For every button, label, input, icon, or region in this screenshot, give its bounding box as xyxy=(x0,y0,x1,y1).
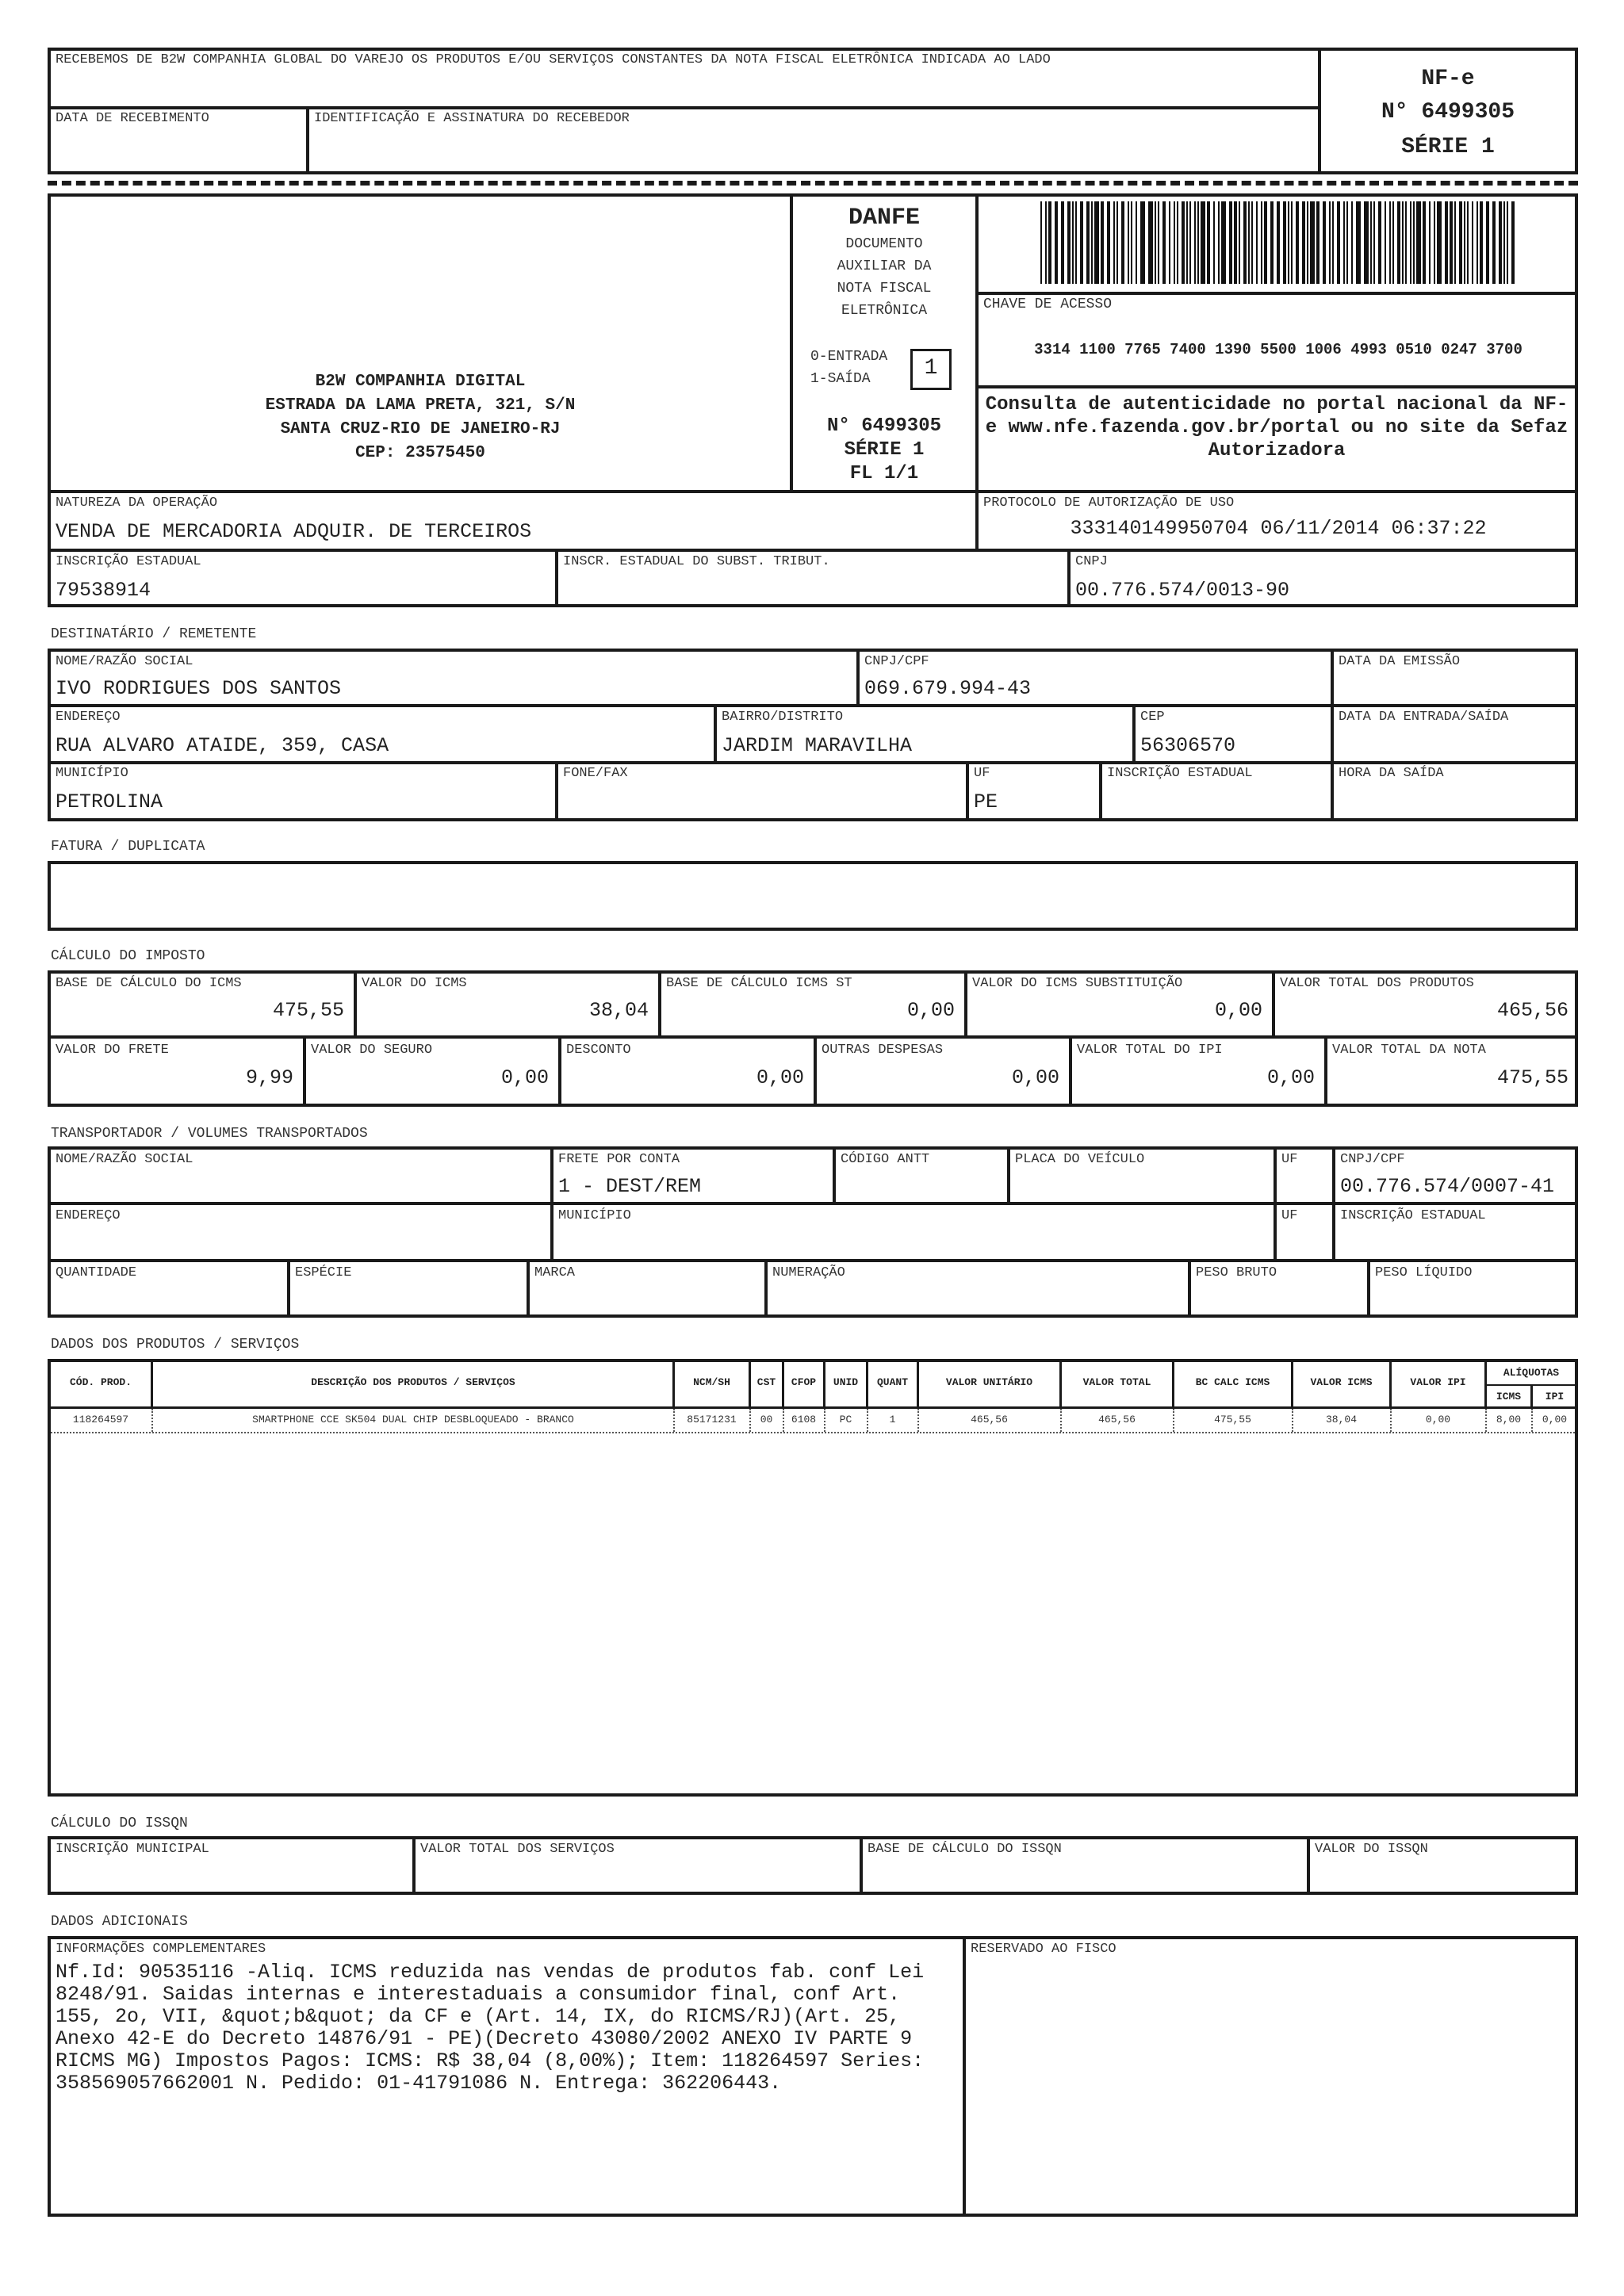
data-recebimento-label: DATA DE RECEBIMENTO xyxy=(56,111,209,126)
issqn-section: CÁLCULO DO ISSQN xyxy=(51,1816,188,1831)
prod-aicms: 8,00 xyxy=(1496,1414,1522,1425)
barcode-bar xyxy=(1507,201,1508,284)
danfe-line2: AUXILIAR DA xyxy=(837,258,932,274)
col-aliq-icms: ICMS xyxy=(1496,1391,1522,1402)
barcode-bar xyxy=(1186,201,1188,284)
issqn-im-label: INSCRIÇÃO MUNICIPAL xyxy=(56,1842,209,1857)
transp-nome-label: NOME/RAZÃO SOCIAL xyxy=(56,1152,193,1167)
barcode-bar xyxy=(1121,201,1124,284)
barcode-bar xyxy=(1343,201,1345,284)
barcode-bar xyxy=(1405,201,1407,284)
prod-vicms: 38,04 xyxy=(1325,1414,1357,1425)
emitente-city: SANTA CRUZ-RIO DE JANEIRO-RJ xyxy=(280,420,561,438)
barcode-bar xyxy=(1177,201,1178,284)
prod-vunit: 465,56 xyxy=(971,1414,1008,1425)
ie-value: 79538914 xyxy=(56,579,151,602)
barcode-bar xyxy=(1113,201,1115,284)
transp-peso-bruto-label: PESO BRUTO xyxy=(1196,1265,1277,1280)
prod-aipi: 0,00 xyxy=(1542,1414,1568,1425)
col-cst: CST xyxy=(756,1376,776,1388)
barcode-bar xyxy=(1091,201,1093,284)
dest-cnpj: 069.679.994-43 xyxy=(864,677,1032,700)
barcode-bar xyxy=(1445,201,1448,284)
dest-hora-label: HORA DA SAÍDA xyxy=(1339,766,1444,781)
barcode-bar xyxy=(1107,201,1110,284)
barcode-bar xyxy=(1337,201,1340,284)
transp-cnpj: 00.776.574/0007-41 xyxy=(1340,1175,1555,1198)
barcode-bar xyxy=(1194,201,1196,284)
barcode-bar xyxy=(1307,201,1308,284)
col-vipi: VALOR IPI xyxy=(1410,1376,1466,1388)
canhoto-text: RECEBEMOS DE B2W COMPANHIA GLOBAL DO VAREJO OS PRODUTOS E/OU SERVIÇOS CONSTANTES DA NOTA FISCAL ELETRÔNICA INDICADA AO LADO xyxy=(56,52,1051,67)
transp-quantidade-label: QUANTIDADE xyxy=(56,1265,137,1280)
danfe-numero: N° 6499305 xyxy=(826,415,942,437)
chave-value: 3314 1100 7765 7400 1390 5500 1006 4993 0510 0247 3700 xyxy=(1034,341,1522,358)
dest-nome: IVO RODRIGUES DOS SANTOS xyxy=(56,677,342,700)
outras-label: OUTRAS DESPESAS xyxy=(822,1043,944,1058)
v-prod-label: VALOR TOTAL DOS PRODUTOS xyxy=(1280,976,1474,991)
barcode-bar xyxy=(1086,201,1090,284)
info-text: Nf.Id: 90535116 -Aliq. ICMS reduzida nas vendas de produtos fab. conf Lei 8248/91. Saidas internas e interestaduais a consumidor final, conf Art. 155, 2o, VII, &quot;b&quot; da CF e (Art. 14, IX, do RICMS/RJ)(Art. 25, Anexo 42-E do Decreto 14876/91 - PE)(Decreto 43080/2002 ANEXO IV PARTE 9 RICMS MG) Impostos Pagos: ICMS: R$ 38,04 (8,00%); Item: 118264597 Series: 358569057662001 N. Pedido: 01-41791086 N. Entrega: 362206443. xyxy=(56,1961,925,2095)
barcode-bar xyxy=(1140,201,1145,284)
col-bc: BC CALC ICMS xyxy=(1195,1376,1270,1388)
barcode-bar xyxy=(1413,201,1415,284)
fatura-box xyxy=(48,861,1578,931)
transp-numeracao-label: NUMERAÇÃO xyxy=(772,1265,845,1280)
barcode-bar xyxy=(1158,201,1159,284)
barcode-bar xyxy=(1162,201,1166,284)
canhoto-serie: SÉRIE 1 xyxy=(1401,135,1495,159)
nota-label: VALOR TOTAL DA NOTA xyxy=(1332,1043,1486,1058)
barcode-bar xyxy=(1323,201,1326,284)
barcode-bar xyxy=(1182,201,1185,284)
danfe-title: DANFE xyxy=(848,205,920,232)
barcode-bar xyxy=(1385,201,1386,284)
v-icms-label: VALOR DO ICMS xyxy=(362,976,467,991)
col-cod: CÓD. PROD. xyxy=(69,1376,132,1388)
transp-cnpj-label: CNPJ/CPF xyxy=(1340,1152,1405,1167)
dest-ie-label: INSCRIÇÃO ESTADUAL xyxy=(1107,766,1253,781)
danfe-tipo: 1 xyxy=(910,349,952,390)
frete: 9,99 xyxy=(245,1066,293,1089)
barcode-bar xyxy=(1101,201,1104,284)
col-aliq: ALÍQUOTAS xyxy=(1503,1367,1560,1379)
barcode-bar xyxy=(1302,201,1305,284)
v-st-label: VALOR DO ICMS SUBSTITUIÇÃO xyxy=(972,976,1183,991)
barcode-bar xyxy=(1477,201,1478,284)
barcode-bar xyxy=(1329,201,1331,284)
barcode-bar xyxy=(1472,201,1473,284)
danfe-serie: SÉRIE 1 xyxy=(844,439,925,461)
danfe-line4: ELETRÔNICA xyxy=(841,303,928,319)
barcode-bar xyxy=(1291,201,1293,284)
protocolo-value: 333140149950704 06/11/2014 06:37:22 xyxy=(1070,517,1487,540)
transportador-box xyxy=(48,1146,1578,1318)
barcode-bar xyxy=(1288,201,1289,284)
barcode-bar xyxy=(1373,201,1375,284)
danfe-line3: NOTA FISCAL xyxy=(837,281,932,297)
chave-label: CHAVE DE ACESSO xyxy=(983,297,1113,312)
seguro-label: VALOR DO SEGURO xyxy=(311,1043,433,1058)
barcode-bar xyxy=(1261,201,1262,284)
barcode-bar xyxy=(1207,201,1210,284)
col-quant: QUANT xyxy=(876,1376,908,1388)
barcode-bar xyxy=(1040,201,1042,284)
natureza-value: VENDA DE MERCADORIA ADQUIR. DE TERCEIROS xyxy=(56,520,532,543)
nota: 475,55 xyxy=(1496,1066,1568,1089)
barcode-bar xyxy=(1492,201,1496,284)
barcode-bar xyxy=(1061,201,1064,284)
ie-st-label: INSCR. ESTADUAL DO SUBST. TRIBUT. xyxy=(563,554,830,569)
col-desc: DESCRIÇÃO DOS PRODUTOS / SERVIÇOS xyxy=(311,1376,515,1388)
fatura-section: FATURA / DUPLICATA xyxy=(51,839,205,855)
barcode-bar xyxy=(1486,201,1489,284)
barcode-bar xyxy=(1429,201,1431,284)
barcode-bar xyxy=(1128,201,1129,284)
barcode-bar xyxy=(1264,201,1267,284)
dest-municipio-label: MUNICÍPIO xyxy=(56,766,128,781)
dest-endereco: RUA ALVARO ATAIDE, 359, CASA xyxy=(56,734,389,757)
barcode-bar xyxy=(1450,201,1453,284)
barcode-bar xyxy=(1410,201,1411,284)
dest-endereco-label: ENDEREÇO xyxy=(56,710,121,725)
prod-quant: 1 xyxy=(889,1414,896,1425)
adicionais-section: DADOS ADICIONAIS xyxy=(51,1914,188,1930)
barcode-bar xyxy=(1072,201,1074,284)
prod-bc: 475,55 xyxy=(1214,1414,1251,1425)
transp-especie-label: ESPÉCIE xyxy=(295,1265,352,1280)
barcode-bar xyxy=(1370,201,1372,284)
barcode-bar xyxy=(1131,201,1132,284)
barcode-bar xyxy=(1201,201,1205,284)
barcode-bar xyxy=(1283,201,1286,284)
bc-icms-label: BASE DE CÁLCULO DO ICMS xyxy=(56,976,242,991)
barcode-bar xyxy=(1218,201,1220,284)
barcode-bar xyxy=(1116,201,1118,284)
prod-cst: 00 xyxy=(760,1414,773,1425)
dest-cnpj-label: CNPJ/CPF xyxy=(864,654,929,669)
transp-endereco-label: ENDEREÇO xyxy=(56,1208,121,1223)
barcode-bar xyxy=(1346,201,1348,284)
barcode-bar xyxy=(1356,201,1361,284)
bc-st-label: BASE DE CÁLCULO ICMS ST xyxy=(666,976,852,991)
barcode-bar xyxy=(1251,201,1253,284)
dest-fone-label: FONE/FAX xyxy=(563,766,628,781)
barcode-bar xyxy=(1499,201,1502,284)
col-cfop: CFOP xyxy=(791,1376,817,1388)
dest-bairro-label: BAIRRO/DISTRITO xyxy=(722,710,844,725)
transp-antt-label: CÓDIGO ANTT xyxy=(841,1152,930,1167)
danfe-folha: FL 1/1 xyxy=(849,463,919,484)
barcode-bar xyxy=(1213,201,1215,284)
produtos-row-divider xyxy=(51,1432,1575,1433)
consulta-text: Consulta de autenticidade no portal nacional da NF-e www.nfe.fazenda.gov.br/portal ou no site da Sefaz Autorizadora xyxy=(985,394,1568,461)
natureza-label: NATUREZA DA OPERAÇÃO xyxy=(56,496,218,511)
prod-ncm: 85171231 xyxy=(687,1414,737,1425)
desconto-label: DESCONTO xyxy=(566,1043,631,1058)
danfe-entrada: 0-ENTRADA xyxy=(810,349,888,365)
barcode-bar xyxy=(1067,201,1071,284)
destinatario-section: DESTINATÁRIO / REMETENTE xyxy=(51,626,257,642)
barcode-bar xyxy=(1351,201,1353,284)
issqn-bc-label: BASE DE CÁLCULO DO ISSQN xyxy=(868,1842,1062,1857)
emitente-name: B2W COMPANHIA DIGITAL xyxy=(315,373,526,391)
issqn-servicos-label: VALOR TOTAL DOS SERVIÇOS xyxy=(420,1842,615,1857)
barcode-bar xyxy=(1397,201,1400,284)
transp-placa-label: PLACA DO VEÍCULO xyxy=(1015,1152,1145,1167)
barcode-bar xyxy=(1480,201,1483,284)
outras: 0,00 xyxy=(1011,1066,1059,1089)
barcode-bar xyxy=(1511,201,1515,284)
dest-municipio: PETROLINA xyxy=(56,790,163,813)
barcode-bar xyxy=(1055,201,1058,284)
transp-marca-label: MARCA xyxy=(534,1265,576,1280)
ipi: 0,00 xyxy=(1266,1066,1315,1089)
dest-cep-label: CEP xyxy=(1140,710,1165,725)
barcode-bar xyxy=(1148,201,1153,284)
barcode-bar xyxy=(1437,201,1442,284)
bc-st: 0,00 xyxy=(906,999,955,1022)
ipi-label: VALOR TOTAL DO IPI xyxy=(1077,1043,1223,1058)
barcode-bar xyxy=(1402,201,1404,284)
cnpj-value: 00.776.574/0013-90 xyxy=(1075,579,1290,602)
dest-uf-label: UF xyxy=(974,766,990,781)
barcode-bar xyxy=(1229,201,1232,284)
barcode-bar xyxy=(1155,201,1156,284)
fisco-label: RESERVADO AO FISCO xyxy=(971,1942,1116,1957)
barcode-bar xyxy=(1248,201,1250,284)
cnpj-label: CNPJ xyxy=(1075,554,1108,569)
bc-icms: 475,55 xyxy=(272,999,344,1022)
prod-cod: 118264597 xyxy=(72,1414,129,1425)
barcode-bar xyxy=(1364,201,1369,284)
barcode-bar xyxy=(1459,201,1462,284)
barcode-bar xyxy=(1243,201,1247,284)
transp-frete-label: FRETE POR CONTA xyxy=(558,1152,680,1167)
barcode-bar xyxy=(1256,201,1258,284)
col-unid: UNID xyxy=(833,1376,859,1388)
frete-label: VALOR DO FRETE xyxy=(56,1043,169,1058)
danfe-line1: DOCUMENTO xyxy=(845,236,923,252)
emitente-address: ESTRADA DA LAMA PRETA, 321, S/N xyxy=(265,396,576,415)
identificacao-label: IDENTIFICAÇÃO E ASSINATURA DO RECEBEDOR xyxy=(314,111,630,126)
barcode-bar xyxy=(1389,201,1391,284)
canhoto-nfe-title: NF-e xyxy=(1421,67,1475,91)
transp-municipio-label: MUNICÍPIO xyxy=(558,1208,631,1223)
ie-label: INSCRIÇÃO ESTADUAL xyxy=(56,554,201,569)
barcode-bar xyxy=(1392,201,1394,284)
prod-vtotal: 465,56 xyxy=(1098,1414,1136,1425)
barcode-bar xyxy=(1080,201,1083,284)
dest-nome-label: NOME/RAZÃO SOCIAL xyxy=(56,654,193,669)
canhoto-numero: N° 6499305 xyxy=(1381,100,1515,124)
v-icms: 38,04 xyxy=(588,999,649,1022)
dest-cep: 56306570 xyxy=(1140,734,1236,757)
barcode-bar xyxy=(1277,201,1280,284)
v-st: 0,00 xyxy=(1214,999,1262,1022)
col-vtotal: VALOR TOTAL xyxy=(1082,1376,1151,1388)
transp-uf2-label: UF xyxy=(1281,1208,1298,1223)
barcode-bar xyxy=(1416,201,1421,284)
v-prod: 465,56 xyxy=(1496,999,1568,1022)
dest-bairro: JARDIM MARAVILHA xyxy=(722,734,913,757)
protocolo-label: PROTOCOLO DE AUTORIZAÇÃO DE USO xyxy=(983,496,1235,511)
barcode-bar xyxy=(1045,201,1047,284)
barcode-bar xyxy=(1221,201,1226,284)
barcode xyxy=(1040,201,1516,284)
barcode-bar xyxy=(1454,201,1456,284)
barcode-bar xyxy=(1234,201,1237,284)
prod-unid: PC xyxy=(839,1414,852,1425)
transp-uf-label: UF xyxy=(1281,1152,1298,1167)
col-ncm: NCM/SH xyxy=(693,1376,730,1388)
barcode-bar xyxy=(1332,201,1334,284)
dest-uf: PE xyxy=(974,790,998,813)
barcode-bar xyxy=(1094,201,1099,284)
prod-desc: SMARTPHONE CCE SK504 DUAL CHIP DESBLOQUEADO - BRANCO xyxy=(252,1414,574,1425)
barcode-bar xyxy=(1048,201,1051,284)
barcode-bar xyxy=(1378,201,1381,284)
seguro: 0,00 xyxy=(500,1066,549,1089)
barcode-bar xyxy=(1310,201,1315,284)
emitente-cep: CEP: 23575450 xyxy=(355,444,485,462)
desconto: 0,00 xyxy=(756,1066,804,1089)
barcode-bar xyxy=(1296,201,1299,284)
barcode-bar xyxy=(1239,201,1240,284)
cut-line xyxy=(48,181,1578,186)
transp-frete: 1 - DEST/REM xyxy=(558,1175,702,1198)
danfe-saida: 1-SAÍDA xyxy=(810,371,871,387)
barcode-bar xyxy=(1503,201,1505,284)
barcode-bar xyxy=(1270,201,1274,284)
issqn-valor-label: VALOR DO ISSQN xyxy=(1315,1842,1428,1857)
dest-entrada-label: DATA DA ENTRADA/SAÍDA xyxy=(1339,710,1509,725)
barcode-bar xyxy=(1136,201,1137,284)
barcode-bar xyxy=(1316,201,1320,284)
col-aliq-ipi: IPI xyxy=(1545,1391,1565,1402)
col-vunit: VALOR UNITÁRIO xyxy=(945,1376,1033,1388)
prod-vipi: 0,00 xyxy=(1425,1414,1451,1425)
barcode-bar xyxy=(1169,201,1170,284)
prod-cfop: 6108 xyxy=(791,1414,817,1425)
barcode-bar xyxy=(1189,201,1191,284)
barcode-bar xyxy=(1197,201,1199,284)
transp-peso-liquido-label: PESO LÍQUIDO xyxy=(1375,1265,1473,1280)
dest-emissao-label: DATA DA EMISSÃO xyxy=(1339,654,1461,669)
barcode-bar xyxy=(1075,201,1077,284)
transp-ie-label: INSCRIÇÃO ESTADUAL xyxy=(1340,1208,1486,1223)
imposto-section: CÁLCULO DO IMPOSTO xyxy=(51,948,205,964)
barcode-bar xyxy=(1434,201,1435,284)
barcode-bar xyxy=(1174,201,1175,284)
produtos-section: DADOS DOS PRODUTOS / SERVIÇOS xyxy=(51,1337,300,1353)
info-label: INFORMAÇÕES COMPLEMENTARES xyxy=(56,1942,266,1957)
barcode-bar xyxy=(1464,201,1465,284)
transportador-section: TRANSPORTADOR / VOLUMES TRANSPORTADOS xyxy=(51,1126,368,1142)
barcode-bar xyxy=(1423,201,1426,284)
col-vicms: VALOR ICMS xyxy=(1310,1376,1373,1388)
barcode-bar xyxy=(1467,201,1469,284)
